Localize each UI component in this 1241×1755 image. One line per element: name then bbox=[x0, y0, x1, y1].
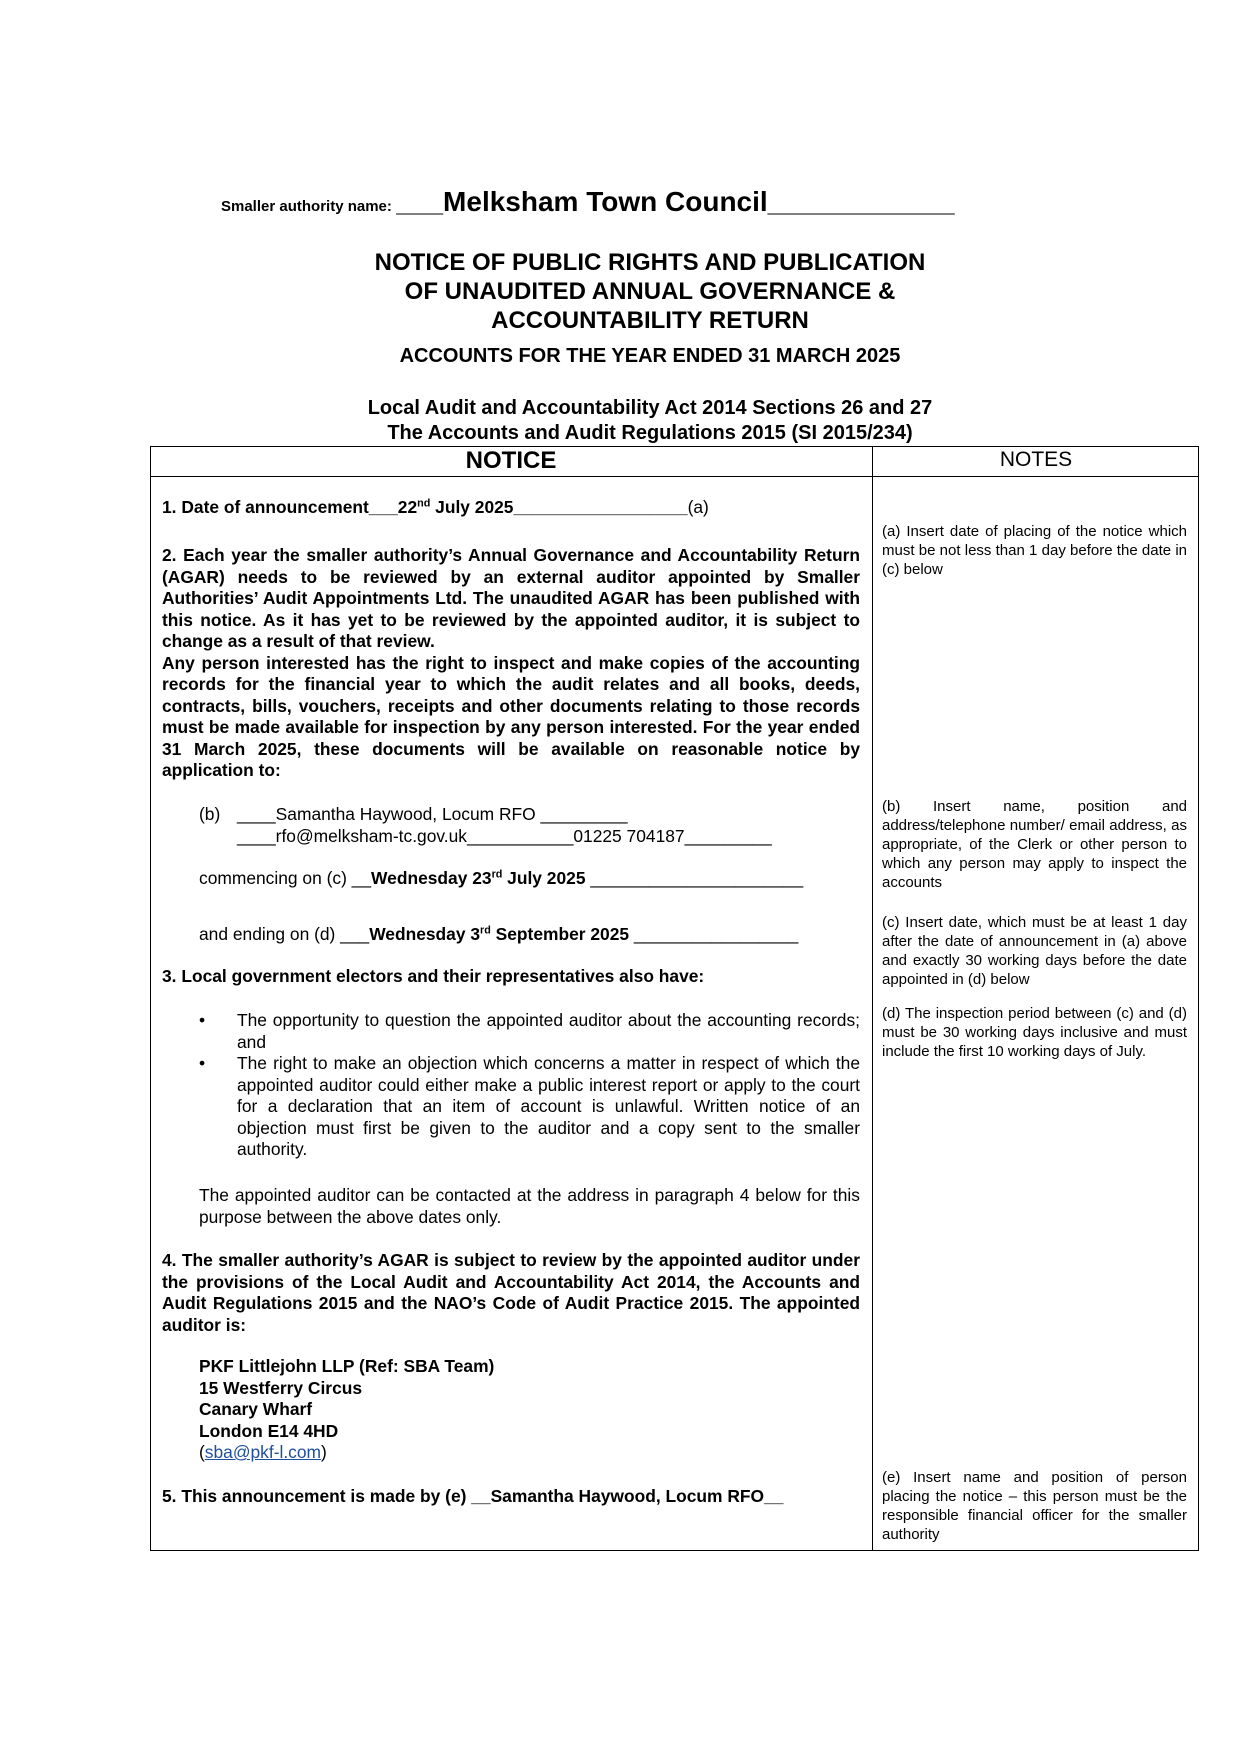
list-item-text: The opportunity to question the appointed auditor about the accounting records; and bbox=[237, 1010, 860, 1052]
paragraph-4: 4. The smaller authority’s AGAR is subject to review by the appointed auditor under the provisions of the Local Audit and Accountability Act 2014, the Accounts and Audit Regulations 2015 and the NAO’s Code of Audit Practice 2015. The appointed auditor is: bbox=[162, 1250, 860, 1335]
note-b: (b) Insert name, position and address/telephone number/ email address, as appropriate, of the Clerk or other person to which any person may apply to inspect the accounts bbox=[882, 798, 1187, 891]
ending-ordinal: rd bbox=[480, 924, 491, 937]
contact-row-1 bbox=[199, 804, 859, 826]
notice-title bbox=[150, 248, 1150, 335]
note-a: (a) Insert date of placing of the notice which must be not less than 1 day before the date in (c) below bbox=[882, 523, 1187, 578]
address-line-2: 15 Westferry Circus bbox=[199, 1377, 363, 1398]
ending-label: and ending on (d) ___ bbox=[199, 924, 370, 944]
paragraph-5: 5. This announcement is made by (e) __Samantha Haywood, Locum RFO__ bbox=[162, 1486, 784, 1506]
commencing-date bbox=[199, 868, 803, 890]
note-d: (d) The inspection period between (c) and (d) must be 30 working days inclusive and must include the first 10 working days of July. bbox=[882, 1005, 1187, 1060]
accounts-year-heading: ACCOUNTS FOR THE YEAR ENDED 31 MARCH 2025 bbox=[399, 345, 901, 367]
commencing-value-a: Wednesday 23 bbox=[371, 868, 492, 888]
header-divider bbox=[150, 476, 1199, 477]
list-item bbox=[199, 1010, 860, 1053]
date-of-announcement bbox=[162, 497, 709, 519]
authority-name-label: Smaller authority name: bbox=[221, 198, 392, 215]
address-line-1: PKF Littlejohn LLP (Ref: SBA Team) bbox=[199, 1356, 495, 1376]
ending-value-b: September 2025 bbox=[490, 924, 630, 944]
commencing-label: commencing on (c) __ bbox=[199, 868, 372, 888]
application-contact bbox=[199, 804, 859, 847]
auditor-address bbox=[199, 1356, 494, 1464]
ending-date bbox=[199, 924, 798, 946]
contact-row-2 bbox=[199, 826, 859, 848]
ending-tail: _________________ bbox=[629, 924, 799, 944]
column-divider bbox=[872, 446, 873, 1551]
address-line-3: Canary Wharf bbox=[199, 1399, 313, 1419]
bullet-icon: • bbox=[199, 1010, 206, 1030]
list-item bbox=[199, 1053, 860, 1161]
ending-value-a: Wednesday 3 bbox=[369, 924, 481, 944]
auditor-email-link[interactable]: sba@pkf-l.com bbox=[204, 1442, 322, 1462]
commencing-value-b: July 2025 bbox=[502, 868, 586, 888]
notice-column-header: NOTICE bbox=[465, 447, 557, 474]
notice-title-line-1: NOTICE OF PUBLIC RIGHTS AND PUBLICATION bbox=[374, 249, 926, 276]
note-ref-b: (b) bbox=[199, 804, 221, 824]
electors-rights-list bbox=[199, 1010, 860, 1161]
note-c: (c) Insert date, which must be at least 1 day after the date of announcement in (a) above and exactly 30 working days before the date appointed in (d) below bbox=[882, 914, 1187, 988]
notice-title-line-3: ACCOUNTABILITY RETURN bbox=[491, 307, 809, 334]
email-close-paren: ) bbox=[321, 1442, 327, 1462]
legislation-line-1: Local Audit and Accountability Act 2014 Sections 26 and 27 bbox=[367, 397, 933, 419]
legislation-line-2: The Accounts and Audit Regulations 2015 (SI 2015/234) bbox=[387, 422, 913, 444]
auditor-contact-text: The appointed auditor can be contacted at the address in paragraph 4 below for this purpose between the above dates only. bbox=[199, 1185, 860, 1227]
address-line-4: London E14 4HD bbox=[199, 1420, 339, 1441]
contact-email-phone: ____rfo@melksham-tc.gov.uk___________01225 704187_________ bbox=[237, 825, 772, 846]
email-open-paren: ( bbox=[199, 1442, 205, 1462]
commencing-ordinal: rd bbox=[491, 868, 503, 881]
contact-name: ____Samantha Haywood, Locum RFO _________ bbox=[237, 804, 628, 824]
paragraph-2-review: 2. Each year the smaller authority’s Annual Governance and Accountability Return (AGAR) needs to be reviewed by an external auditor appointed by Smaller Authorities’ Audit Appointments Ltd. The unaudited AGAR has been published with this notice. As it has yet to be reviewed by the appointed auditor, it is subject to change as a result of that review. bbox=[162, 545, 860, 651]
paragraph-2 bbox=[162, 545, 860, 782]
address-email-row bbox=[199, 1442, 494, 1464]
note-e: (e) Insert name and position of person placing the notice – this person must be the responsible financial officer for the smaller authority bbox=[882, 1469, 1187, 1543]
date-of-announcement-label: 1. Date of announcement___22 bbox=[162, 497, 418, 517]
bullet-icon: • bbox=[199, 1053, 206, 1073]
date-of-announcement-value: July 2025__________________ bbox=[430, 497, 688, 517]
note-ref-a: (a) bbox=[687, 497, 709, 517]
legislation-heading bbox=[150, 396, 1150, 446]
list-item-text: The right to make an objection which concerns a matter in respect of which the appointed auditor could either make a public interest report or apply to the court for a declaration that an item of account is unlawful. Written notice of an objection must first be given to the auditor and a copy sent to the smaller authority. bbox=[237, 1053, 860, 1159]
paragraph-3: 3. Local government electors and their representatives also have: bbox=[162, 966, 705, 986]
notes-column-header: NOTES bbox=[999, 448, 1073, 471]
commencing-tail: ______________________ bbox=[585, 868, 804, 888]
notice-title-line-2: OF UNAUDITED ANNUAL GOVERNANCE & bbox=[404, 278, 896, 305]
authority-name-value: ___Melksham Town Council____________ bbox=[396, 186, 955, 217]
paragraph-2-inspection: Any person interested has the right to inspect and make copies of the accounting records for the financial year to which the audit relates and all books, deeds, contracts, bills, vouchers, receipts and other documents relating to those records must be made available for inspection by any person interested. For the year ended 31 March 2025, these documents will be available on reasonable notice by application to: bbox=[162, 652, 860, 780]
date-ordinal: nd bbox=[417, 497, 431, 510]
authority-name-line bbox=[221, 186, 955, 218]
